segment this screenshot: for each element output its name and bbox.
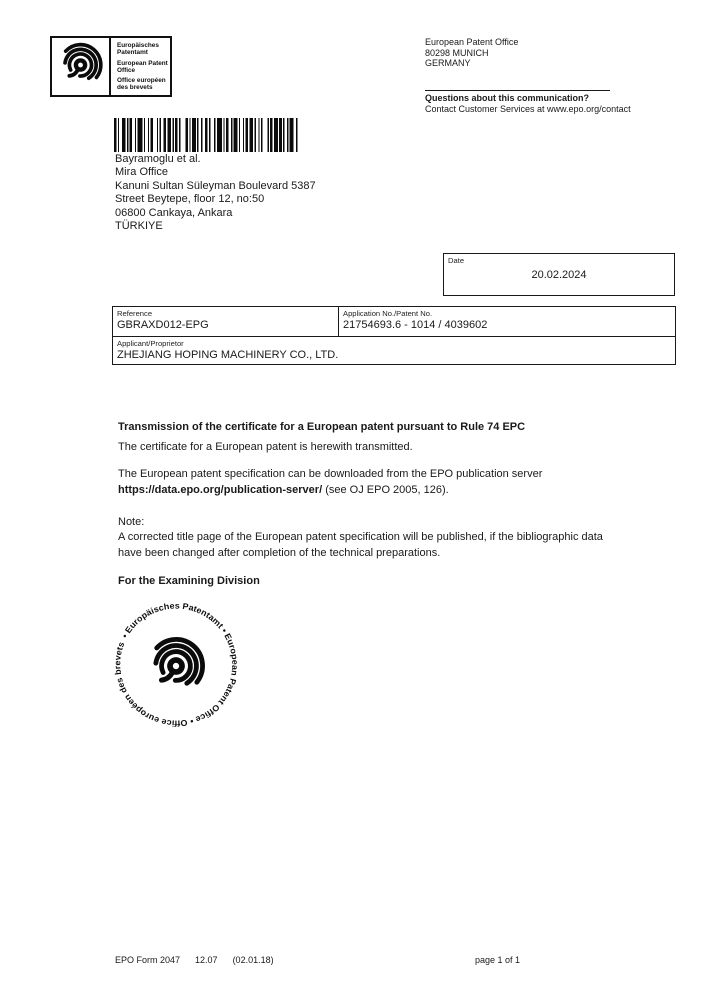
table-row xyxy=(113,307,675,337)
reference-table xyxy=(112,306,676,365)
address-line: TÜRKIYE xyxy=(115,220,163,233)
logo-label-de: Europäisches Patentamt xyxy=(117,42,159,56)
seal-logo-icon xyxy=(152,635,206,690)
examining-division-seal xyxy=(106,595,246,735)
application-number-value: 21754693.6 - 1014 / 4039602 xyxy=(343,319,488,331)
note-line: A corrected title page of the European patent specification will be published, if the bibliographic data xyxy=(118,531,603,544)
paragraph-transmitted: The certificate for a European patent is herewith transmitted. xyxy=(118,441,413,453)
note-section xyxy=(118,515,603,561)
date-value: 20.02.2024 xyxy=(531,269,587,281)
note-line: have been changed after completion of the technical preparations. xyxy=(118,546,441,559)
address-line: Kanuni Sultan Süleyman Boulevard 5387 xyxy=(115,179,316,192)
svg-text:• Europäisches Patentamt • Eur xyxy=(106,595,246,735)
seal-ring-text: • Europäisches Patentamt • European Patent Office • Office européen des brevets xyxy=(112,600,241,729)
address-line: Bayramoglu et al. xyxy=(115,153,201,165)
download-text: The European patent specification can be downloaded from the EPO publication server xyxy=(118,468,543,480)
footer-form-version: 12.07 xyxy=(195,955,218,965)
epo-logo-icon xyxy=(52,38,109,95)
logo-label-en: European Patent Office xyxy=(117,59,168,74)
reference-cell xyxy=(113,307,339,336)
footer-form-info xyxy=(115,955,289,965)
note-label: Note: xyxy=(118,516,145,528)
barcode xyxy=(114,118,300,157)
reference-value: GBRAXD012-EPG xyxy=(117,319,209,331)
office-address-line: GERMANY xyxy=(425,58,471,68)
footer-form-id: EPO Form 2047 xyxy=(115,955,181,965)
logo-divider xyxy=(109,38,111,95)
applicant-value: ZHEJIANG HOPING MACHINERY CO., LTD. xyxy=(117,349,339,361)
office-address-line: 80298 MUNICH xyxy=(425,47,489,58)
address-line: Street Beytepe, floor 12, no:50 xyxy=(115,193,265,206)
application-number-label: Application No./Patent No. xyxy=(343,309,433,318)
subject-line: Transmission of the certificate for a European patent pursuant to Rule 74 EPC xyxy=(118,421,526,433)
recipient-address xyxy=(115,153,316,233)
date-box xyxy=(443,253,675,296)
date-label: Date xyxy=(448,256,465,265)
contact-heading: Questions about this communication? xyxy=(425,93,590,103)
footer-page-indicator: page 1 of 1 xyxy=(475,955,521,965)
epo-letterhead-logo xyxy=(50,36,172,97)
footer-form-revision: (02.01.18) xyxy=(232,955,274,965)
examining-division-signoff: For the Examining Division xyxy=(118,575,260,587)
table-row xyxy=(113,337,675,364)
application-number-cell xyxy=(339,307,675,336)
publication-server-url: https://data.epo.org/publication-server/ xyxy=(118,483,323,496)
office-address-line: European Patent Office xyxy=(425,37,519,47)
applicant-cell xyxy=(113,337,675,364)
reference-label: Reference xyxy=(117,309,153,318)
address-line: 06800 Cankaya, Ankara xyxy=(115,206,233,219)
office-address xyxy=(425,37,518,69)
logo-label-fr: Office européen des brevets xyxy=(117,77,166,91)
applicant-label: Applicant/Proprietor xyxy=(117,339,184,348)
oj-reference: (see OJ EPO 2005, 126). xyxy=(322,483,449,496)
contact-info: Contact Customer Services at www.epo.org/contact xyxy=(425,103,631,114)
contact-section-rule xyxy=(425,90,610,91)
address-line: Mira Office xyxy=(115,166,168,179)
paragraph-download xyxy=(118,467,542,498)
